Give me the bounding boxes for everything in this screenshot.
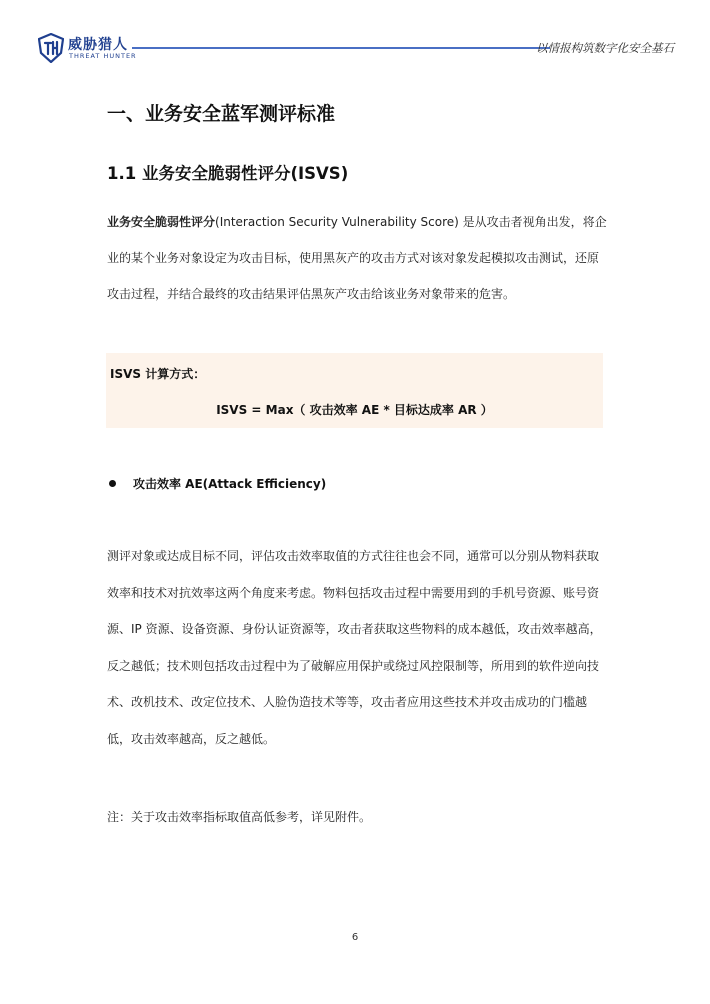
intro-bold-term: 业务安全脆弱性评分 xyxy=(107,215,216,229)
logo-english-name: THREAT HUNTER xyxy=(69,52,137,60)
subsection-title: 1.1 业务安全脆弱性评分(ISVS) xyxy=(107,164,349,183)
logo-shield-icon xyxy=(38,33,64,63)
threat-hunter-logo xyxy=(38,32,138,64)
formula-label: ISVS 计算方式： xyxy=(110,367,206,381)
header-divider xyxy=(132,47,550,49)
header-slogan: 以情报构筑数字化安全基石 xyxy=(536,41,674,55)
section-title: 一、业务安全蓝军测评标准 xyxy=(107,103,336,125)
formula-box xyxy=(106,353,603,428)
body-paragraph: 测评对象或达成目标不同，评估攻击效率取值的方式往往也会不同，通常可以分别从物料获取效率和技术对抗效率这两个角度来考虑。物料包括攻击过程中需要用到的手机号资源、账号资源、IP 资源、设备资源、身份认证资源等，攻击者获取这些物料的成本越低，攻击效率越高，反之越低；技术则包括攻击过程中为了破解应用保护或绕过风控限制等，所用到的软件逆向技术、改机技术、改定位技术、人脸伪造技术等等，攻击者应用这些技术并攻击成功的门槛越低，攻击效率越高，反之越低。 xyxy=(107,549,602,746)
note-text: 注：关于攻击效率指标取值高低参考，详见附件。 xyxy=(107,810,372,824)
logo-chinese-name: 威胁猎人 xyxy=(68,37,128,53)
intro-paragraph xyxy=(107,204,607,312)
bullet-text: 攻击效率 AE(Attack Efficiency) xyxy=(133,477,327,491)
intro-text: (Interaction Security Vulnerability Score) 是从攻击者视角出发，将企业的某个业务对象设定为攻击目标，使用黑灰产的攻击方式对该对象发起模拟攻击测试，还原攻击过程，并结合最终的攻击结果评估黑灰产攻击给该业务对象带来的危害。 xyxy=(107,215,607,301)
bullet-dot-icon xyxy=(109,480,116,487)
page-number: 6 xyxy=(351,932,359,943)
page-header xyxy=(38,32,674,66)
isvs-formula: ISVS = Max（ 攻击效率 AE * 目标达成率 AR ） xyxy=(216,403,493,417)
